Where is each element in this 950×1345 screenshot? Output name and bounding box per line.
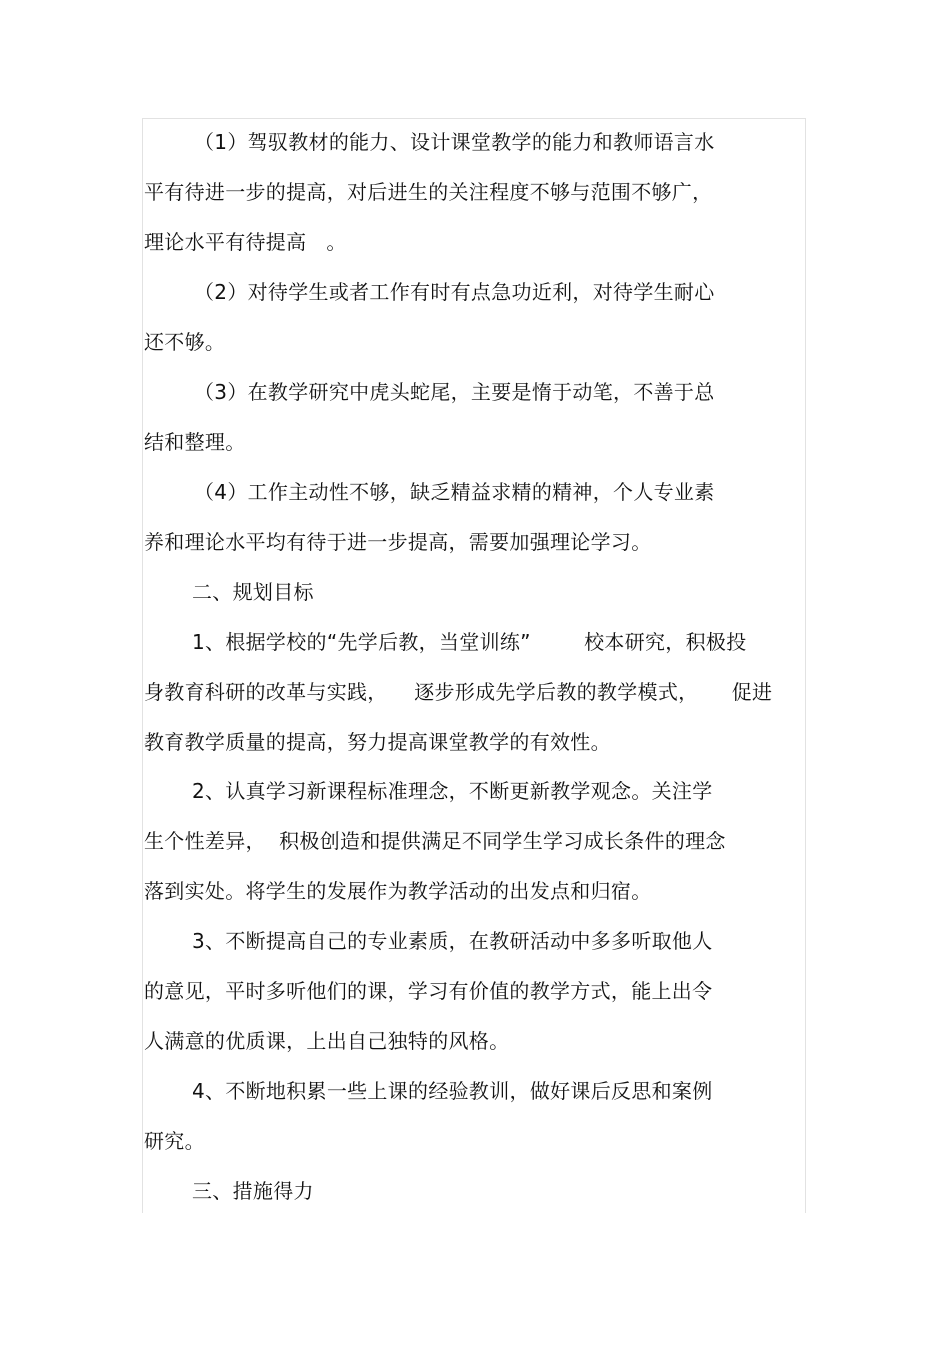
text-line: 3、不断提高自己的专业素质，在教研活动中多多听取他人 bbox=[192, 929, 713, 953]
text-line: （2）对待学生或者工作有时有点急功近利，对待学生耐心 bbox=[194, 280, 715, 304]
text-line: 4、不断地积累一些上课的经验教训，做好课后反思和案例 bbox=[192, 1079, 713, 1103]
text-line: 平有待进一步的提高，对后进生的关注程度不够与范围不够广， bbox=[144, 180, 713, 204]
text-line: 理论水平有待提高 。 bbox=[144, 230, 347, 254]
text-line: 生个性差异， 积极创造和提供满足不同学生学习成长条件的理念 bbox=[144, 829, 726, 853]
text-line: 还不够。 bbox=[144, 330, 226, 354]
text-line: （1）驾驭教材的能力、设计课堂教学的能力和教师语言水 bbox=[194, 130, 715, 154]
text-line: 落到实处。将学生的发展作为教学活动的出发点和归宿。 bbox=[144, 879, 652, 903]
text-line: 身教育科研的改革与实践， 逐步形成先学后教的教学模式， 促进 bbox=[144, 680, 773, 704]
section-heading: 二、规划目标 bbox=[192, 580, 314, 604]
text-line: 养和理论水平均有待于进一步提高，需要加强理论学习。 bbox=[144, 530, 652, 554]
text-line: （4）工作主动性不够，缺乏精益求精的精神，个人专业素 bbox=[194, 480, 715, 504]
text-line: 1、根据学校的“先学后教，当堂训练” 校本研究，积极投 bbox=[192, 630, 747, 654]
section-heading: 三、措施得力 bbox=[192, 1179, 314, 1203]
text-line: 的意见，平时多听他们的课，学习有价值的教学方式，能上出令 bbox=[144, 979, 713, 1003]
text-line: 2、认真学习新课程标准理念，不断更新教学观念。关注学 bbox=[192, 779, 713, 803]
text-line: 教育教学质量的提高，努力提高课堂教学的有效性。 bbox=[144, 730, 611, 754]
text-line: 研究。 bbox=[144, 1129, 205, 1153]
text-line: 人满意的优质课，上出自己独特的风格。 bbox=[144, 1029, 510, 1053]
text-line: （3）在教学研究中虎头蛇尾，主要是惰于动笔，不善于总 bbox=[194, 380, 715, 404]
text-line: 结和整理。 bbox=[144, 430, 246, 454]
